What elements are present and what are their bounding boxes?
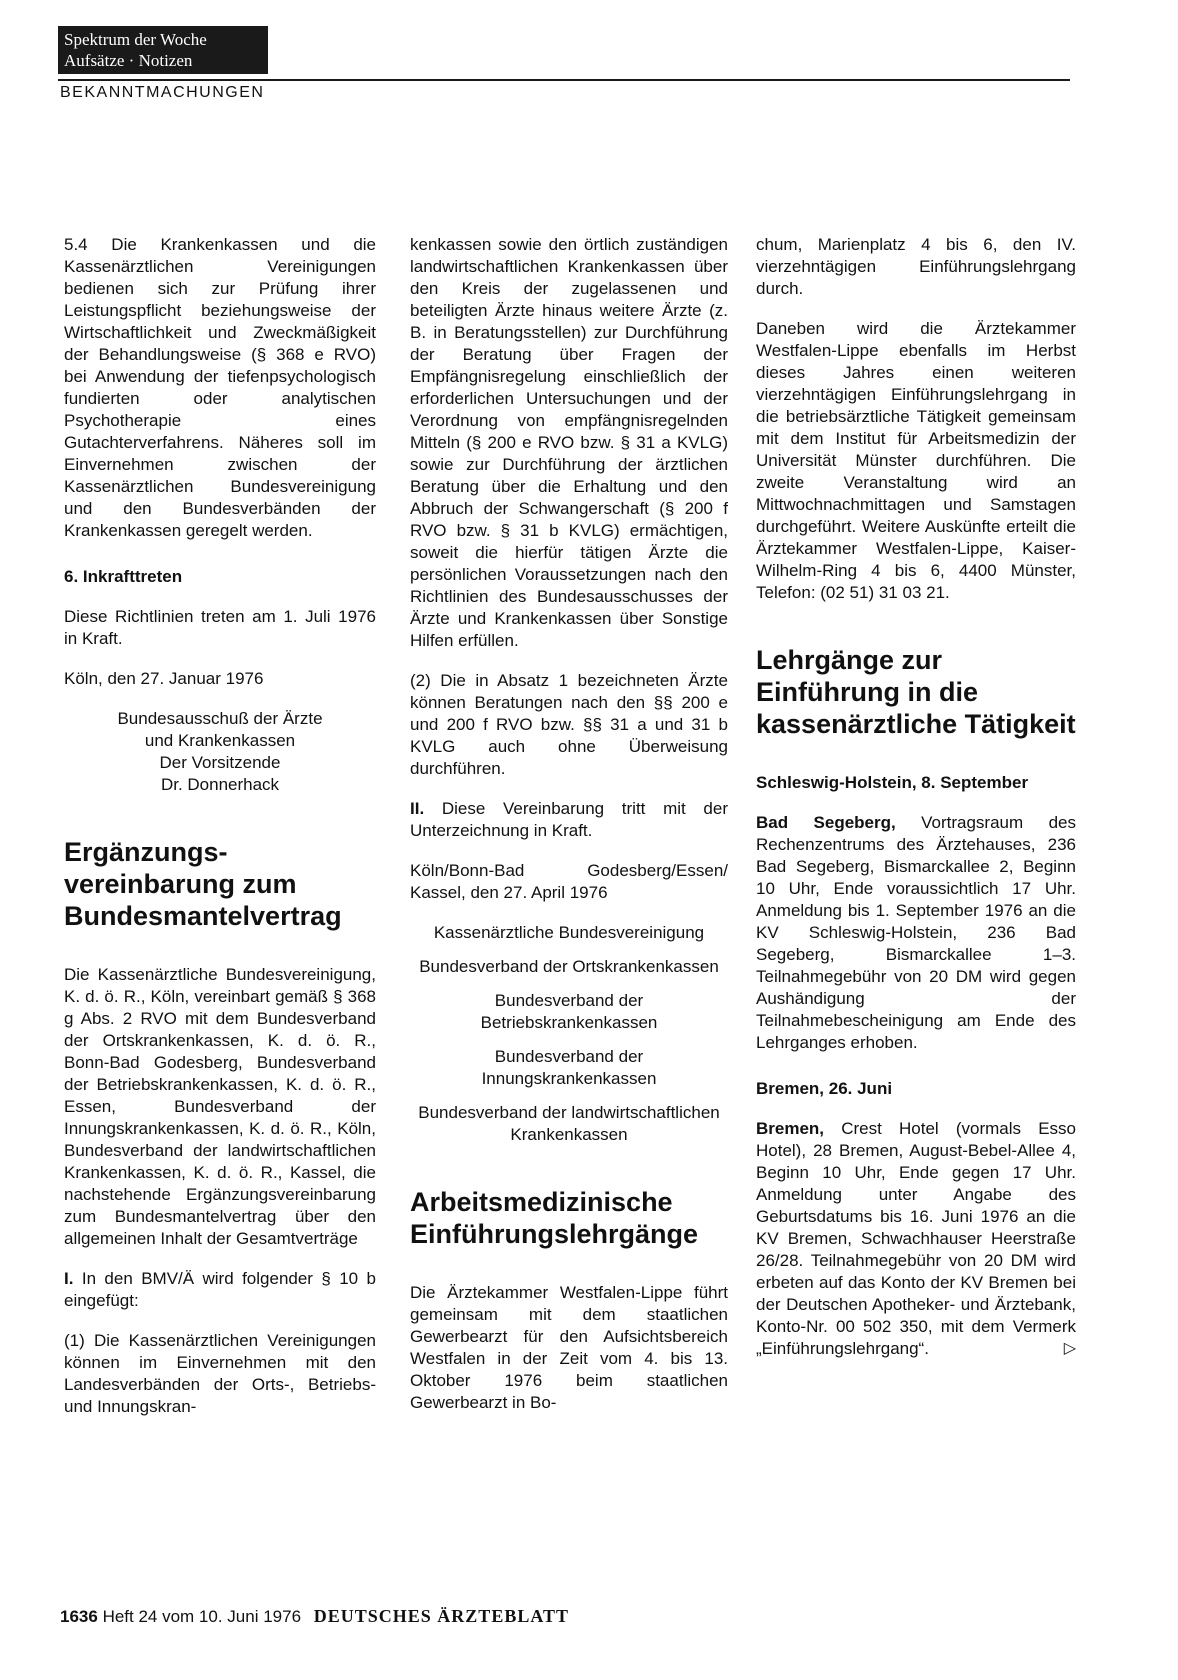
category-label: BEKANNTMACHUNGEN <box>60 84 265 101</box>
paragraph-text: Vortragsraum des Rechenzentrums des Ärztehauses, 236 Bad Segeberg, Bismarckallee 2, Beginn 10 Uhr, Ende voraussichtlich 17 Uhr. Anmeldung bis 1. September 1976 an die KV Schleswig-Holstein, 236 Bad Segeberg, Bismarckallee 1–3. Teilnahmegebühr von 20 DM wird gegen Aushändigung der Teilnahmebescheinigung am Ende des Lehrganges erhoben. <box>756 813 1076 1052</box>
paragraph <box>756 812 1076 1054</box>
signatory: Kassenärztliche Bundesvereinigung <box>433 923 705 942</box>
paragraph: Daneben wird die Ärztekammer Westfalen-Lippe ebenfalls im Herbst dieses Jahres einen weiteren vierzehntägigen Einführungslehrgang in die betriebsärztliche Tätigkeit gemeinsam mit dem Institut für Arbeitsmedizin der Universität Münster durchführen. Die zweite Veranstaltung wird an Mittwochnachmittagen und Samstagen durchgeführt. Weitere Auskünfte erteilt die Ärztekammer Westfalen-Lippe, Kaiser-Wilhelm-Ring 4 bis 6, 4400 Münster, Telefon: (02 51) 31 03 21. <box>756 319 1076 602</box>
signatory: Bundesverband der landwirtschaftlichen Krankenkassen <box>418 1103 720 1144</box>
paragraph: Die Ärztekammer Westfalen-Lippe führt gemeinsam mit dem staatlichen Gewerbearzt für den Aufsichtsbereich Westfalen in der Zeit vom 4. bis 13. Oktober 1976 beim staatlichen Gewerbearzt in Bo- <box>410 1283 728 1412</box>
article-heading: Arbeitsmedizinische Einführungslehrgänge <box>410 1187 699 1249</box>
subheading: 6. Inkrafttreten <box>64 567 183 586</box>
paragraph-lead: II. <box>410 799 425 818</box>
paragraph-text: In den BMV/Ä wird folgender § 10 b eingefügt: <box>64 1269 376 1310</box>
header-rule <box>58 79 1070 81</box>
paragraph-lead: Bremen, <box>756 1119 825 1138</box>
section-label-box <box>58 26 268 74</box>
magazine-name: DEUTSCHES ÄRZTEBLATT <box>313 1606 570 1626</box>
signature-line: und Krankenkassen <box>144 731 296 750</box>
column-1 <box>64 234 376 1436</box>
continue-arrow-icon: ▷ <box>1063 1340 1076 1357</box>
subheading: Schleswig-Holstein, 8. September <box>756 773 1029 792</box>
paragraph: (2) Die in Absatz 1 bezeichneten Ärzte können Beratungen nach den §§ 200 e und 200 f RVO bzw. §§ 31 a und 31 b KVLG auch ohne Überweisung durchführen. <box>410 671 728 778</box>
column-2 <box>410 234 728 1432</box>
paragraph: Köln/Bonn-Bad Godesberg/Essen/ Kassel, den 27. April 1976 <box>410 861 728 902</box>
paragraph: chum, Marienplatz 4 bis 6, den IV. vierzehntägigen Einführungslehrgang durch. <box>756 235 1076 298</box>
section-label-line2: Aufsätze · Notizen <box>64 51 193 70</box>
subheading: Bremen, 26. Juni <box>756 1079 893 1098</box>
paragraph: kenkassen sowie den örtlich zuständigen landwirtschaftlichen Krankenkassen über den Kreis der zugelassenen und beteiligten Ärzte hinaus weitere Ärzte (z. B. in Beratungsstellen) zur Durchführung der Beratung über Fragen der Empfängnisregelung einschließlich der erforderlichen Untersuchungen und der Verordnung von empfängnisregelnden Mitteln (§ 200 e RVO bzw. § 31 a KVLG) sowie zur Durchführung der ärztlichen Beratung über die Erhaltung und den Abbruch der Schwangerschaft (§ 200 f RVO bzw. § 31 b KVLG) ermächtigen, soweit die hierfür tätigen Ärzte die persönlichen Voraussetzungen nach den Richtlinien des Bundesausschusses der Ärzte und Krankenkassen über Sonstige Hilfen erfüllen. <box>410 235 728 650</box>
page-footer <box>60 1606 569 1627</box>
signatory: Bundesverband der Betriebskrankenkassen <box>480 991 658 1032</box>
signature-line: Bundesausschuß der Ärzte <box>117 709 323 728</box>
signatory: Bundesverband der Ortskrankenkassen <box>419 957 719 976</box>
signature-line: Der Vorsitzende <box>159 753 281 772</box>
signatory: Bundesverband der Innungskrankenkassen <box>481 1047 657 1088</box>
paragraph-lead: Bad Segeberg, <box>756 813 896 832</box>
paragraph: 5.4 Die Krankenkassen und die Kassenärztlichen Vereinigungen bedienen sich zur Prüfung ihrer Leistungspflicht beziehungsweise der Wirtschaftlichkeit und Zweckmäßigkeit der Behandlungsweise (§ 368 e RVO) bei Anwendung der tiefenpsychologisch fundierten oder analytischen Psychotherapie eines Gutachterverfahrens. Näheres soll im Einvernehmen zwischen der Kassenärztlichen Bundesvereinigung und den Bundesverbänden der Krankenkassen geregelt werden. <box>64 235 376 540</box>
paragraph <box>64 1268 376 1312</box>
paragraph: Diese Richtlinien treten am 1. Juli 1976 in Kraft. <box>64 607 376 648</box>
article-heading: Lehrgänge zur Einführung in die kassenärztliche Tätigkeit <box>756 645 1076 739</box>
page-number: 1636 <box>60 1607 98 1626</box>
paragraph: (1) Die Kassenärztlichen Vereinigungen können im Einvernehmen mit den Landesverbänden der Orts-, Betriebs- und Innungskran- <box>64 1331 376 1416</box>
paragraph-text: Crest Hotel (vormals Esso Hotel), 28 Bremen, August-Bebel-Allee 4, Beginn 10 Uhr, Ende gegen 17 Uhr. Anmeldung unter Angabe des Geburtsdatums bis 16. Juni 1976 an die KV Bremen, Schwachhauser Heerstraße 26/28. Teilnahmegebühr von 20 DM wird erbeten auf das Konto der KV Bremen bei der Deutschen Apotheker- und Ärztebank, Konto-Nr. 00 502 350, mit dem Vermerk „Einführungslehrgang“. <box>756 1119 1076 1358</box>
paragraph <box>410 798 728 842</box>
signature-block <box>64 708 376 796</box>
signature-line: Dr. Donnerhack <box>160 775 280 794</box>
paragraph-text: Diese Vereinbarung tritt mit der Unterzeichnung in Kraft. <box>410 799 728 840</box>
paragraph: Köln, den 27. Januar 1976 <box>64 669 264 688</box>
paragraph <box>756 1118 1076 1360</box>
paragraph: Die Kassenärztliche Bundesvereinigung, K. d. ö. R., Köln, vereinbart gemäß § 368 g Abs. 2 RVO mit dem Bundesverband der Ortskrankenkassen, K. d. ö. R., Bonn-Bad Godesberg, Bundesverband der Betriebskrankenkassen, K. d. ö. R., Essen, Bundesverband der Innungskrankenkassen, K. d. ö. R., Köln, Bundesverband der landwirtschaftlichen Krankenkassen, K. d. ö. R., Kassel, die nachstehende Ergänzungsvereinbarung zum Bundesmantelvertrag über den allgemeinen Inhalt der Gesamtverträge <box>64 965 376 1248</box>
paragraph-lead: I. <box>64 1269 74 1288</box>
issue-info: Heft 24 vom 10. Juni 1976 <box>102 1607 302 1626</box>
column-3 <box>756 234 1076 1378</box>
section-label-line1: Spektrum der Woche <box>64 30 207 49</box>
article-heading: Ergänzungs-vereinbarung zum Bundesmantelvertrag <box>64 837 342 931</box>
